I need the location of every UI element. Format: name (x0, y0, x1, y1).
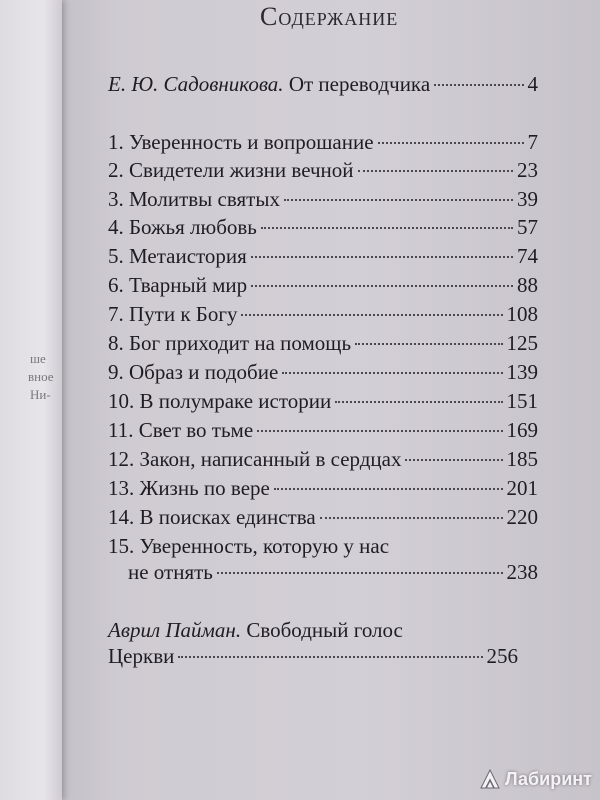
leader-dots (335, 400, 502, 403)
toc-page-number: 238 (506, 560, 538, 584)
toc-entry-title: 14. В поисках единства (108, 505, 316, 529)
toc-title: От переводчика (288, 72, 431, 96)
toc-entry[interactable] (108, 302, 538, 330)
leader-dots (261, 226, 513, 229)
toc-entry-title: 11. Свет во тьме (108, 418, 254, 442)
toc-page-number: 169 (506, 418, 538, 442)
leader-dots (251, 255, 513, 258)
toc-entry-title: 1. Уверенность и вопрошание (108, 130, 374, 154)
toc-entry[interactable] (108, 360, 538, 388)
leader-dots (274, 487, 503, 490)
toc-entry-title: 7. Пути к Богу (108, 302, 238, 326)
toc-page-number: 39 (517, 187, 538, 211)
leader-dots (217, 571, 503, 574)
toc-afterword-line[interactable] (108, 618, 538, 646)
toc-entry-title: 13. Жизнь по вере (108, 476, 270, 500)
toc-entry[interactable] (108, 389, 538, 417)
margin-fragment: ше (30, 351, 46, 366)
toc-entry-title: 10. В полумраке истории (108, 389, 332, 413)
toc-page-number: 201 (506, 476, 538, 500)
toc-entry-title: 8. Бог приходит на помощь (108, 331, 352, 355)
toc-title-cont: Церкви (108, 644, 175, 668)
toc-entry-title-cont: не отнять (128, 560, 213, 584)
leader-dots (320, 516, 503, 519)
leader-dots (282, 371, 502, 374)
labyrinth-logo-icon (477, 766, 503, 792)
leader-dots (378, 141, 524, 144)
toc-entry[interactable] (108, 418, 538, 446)
leader-dots (284, 198, 513, 201)
toc-page-number: 23 (517, 158, 538, 182)
margin-fragment: вное (28, 369, 54, 384)
toc-page-number: 256 (486, 644, 518, 668)
toc-front-matter[interactable] (108, 72, 538, 100)
toc-afterword[interactable] (108, 644, 518, 672)
margin-fragment: Ни- (30, 387, 51, 402)
toc-entry[interactable] (108, 476, 538, 504)
toc-entry[interactable] (108, 187, 538, 215)
leader-dots (358, 169, 513, 172)
toc-entry-title: 3. Молитвы святых (108, 187, 280, 211)
toc-entry[interactable] (108, 158, 538, 186)
leader-dots (241, 313, 502, 316)
toc-entry-title: 5. Метаистория (108, 244, 247, 268)
toc-entry[interactable] (108, 447, 538, 475)
toc-entry-line[interactable] (108, 534, 538, 562)
toc-page-number: 220 (506, 505, 538, 529)
watermark (477, 766, 592, 792)
toc-entry-title: 9. Образ и подобие (108, 360, 279, 384)
leader-dots (434, 83, 523, 86)
toc-page-number: 108 (506, 302, 538, 326)
toc-entry[interactable] (108, 273, 538, 301)
toc-entry[interactable] (108, 331, 538, 359)
toc-entry-title: 4. Божья любовь (108, 215, 257, 239)
leader-dots (178, 655, 482, 658)
toc-entry-title: 2. Свидетели жизни вечной (108, 158, 354, 182)
toc-entry-title: 15. Уверенность, которую у нас (108, 534, 390, 558)
toc-page-number: 74 (517, 244, 538, 268)
toc-page-number: 139 (506, 360, 538, 384)
toc-page-number: 151 (506, 389, 538, 413)
leader-dots (355, 342, 502, 345)
toc-entry[interactable] (128, 560, 538, 588)
leader-dots (405, 458, 502, 461)
toc-entry-title: 6. Тварный мир (108, 273, 248, 297)
toc-author: Е. Ю. Садовникова. (108, 72, 284, 96)
toc-page-number: 4 (527, 72, 538, 96)
toc-page-number: 185 (506, 447, 538, 471)
toc-entry-title: 12. Закон, написанный в сердцах (108, 447, 402, 471)
page-title: Содержание (260, 2, 399, 31)
facing-page-edge (0, 0, 62, 800)
leader-dots (257, 429, 502, 432)
toc-page-number: 57 (517, 215, 538, 239)
leader-dots (251, 284, 513, 287)
toc-title: Свободный голос (246, 618, 403, 642)
watermark-text: Лабиринт (504, 768, 592, 789)
toc-entry[interactable] (108, 215, 538, 243)
toc-entry[interactable] (108, 130, 538, 158)
toc-page-number: 88 (517, 273, 538, 297)
toc-page-number: 125 (506, 331, 538, 355)
toc-entry[interactable] (108, 505, 538, 533)
toc-entry[interactable] (108, 244, 538, 272)
toc-page-number: 7 (527, 130, 538, 154)
toc-author: Аврил Пайман. (108, 618, 242, 642)
